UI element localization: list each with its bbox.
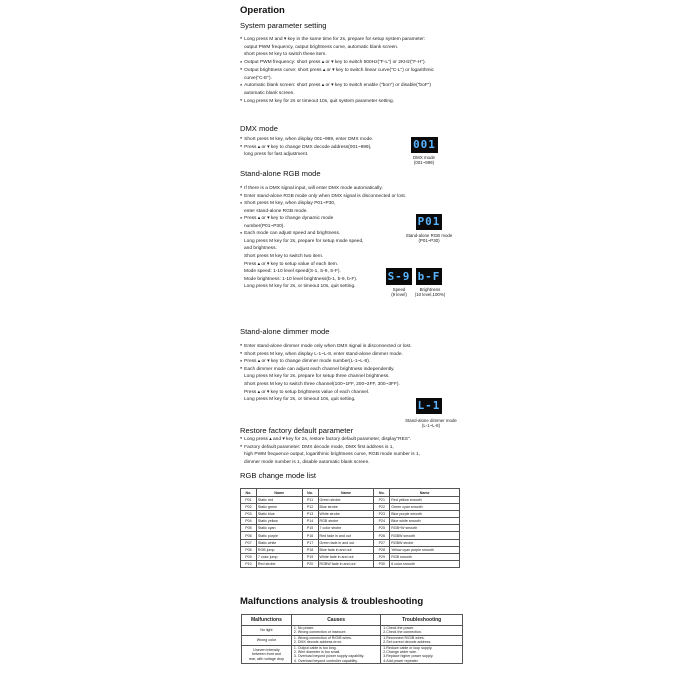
mode-name-cell: Blue strobe — [318, 504, 374, 511]
mode-number-cell: P30 — [374, 560, 390, 567]
caption-line: Stand-alone dimmer mode — [405, 418, 457, 423]
text-line: enter stand-alone RGB mode. — [244, 208, 308, 214]
caption-line: (9 level) — [391, 292, 407, 298]
text-line: ● Output PWM frequency: short press ▴ or ▾ key to switch 500Hz("F-L") or 2KHz("F-H"). — [240, 60, 426, 65]
caption-line: (P01~P30) — [418, 238, 440, 244]
mode-name-cell: Static yellow — [256, 518, 302, 525]
cell-line: 2.Check the connection. — [383, 630, 422, 635]
mode-name-cell: RGBW strobe — [390, 539, 460, 546]
table-row — [242, 645, 463, 664]
mode-name-cell: Red yellow smooth — [390, 497, 460, 504]
system-parameter-heading: System parameter setting — [240, 21, 327, 30]
mode-number-cell: P05 — [241, 525, 257, 532]
mode-name-cell: Red strobe — [256, 560, 302, 567]
table-row — [241, 511, 460, 518]
mode-name-cell: White fade in and out — [318, 553, 374, 560]
mode-name-cell: 7 color strobe — [318, 525, 374, 532]
mode-number-cell: P01 — [241, 497, 257, 504]
column-header: Name — [390, 489, 460, 497]
text-line: Long press M key for 2s, prepare for setup mode speed, — [244, 238, 364, 244]
mode-name-cell: RGB jump — [256, 546, 302, 553]
mode-name-cell: RGB strobe — [318, 518, 374, 525]
column-header: Malfunctions — [242, 615, 292, 626]
malfunction-cell — [242, 635, 292, 645]
text-line: dimmer mode number is 1, disable automatic blank screen. — [244, 459, 370, 465]
troubleshooting-heading: Malfunctions analysis & troubleshooting — [240, 596, 424, 607]
text-line: short press M key to switch these item. — [244, 52, 327, 58]
table-row — [241, 532, 460, 539]
cell-line: 3.Replace higher power supply. — [383, 654, 434, 659]
table-row — [241, 539, 460, 546]
table-row — [241, 504, 460, 511]
column-header: Troubleshooting — [381, 615, 463, 626]
mode-name-cell: Green strobe — [318, 497, 374, 504]
mode-list-table — [240, 488, 460, 568]
text-line: ● Long press M and ▾ key in the same time for 2s, prepare for setup system parameter: — [240, 37, 425, 42]
column-header: Name — [318, 489, 374, 497]
mode-number-cell: P21 — [374, 497, 390, 504]
rgb-mode-caption — [396, 233, 462, 243]
text-line: ● Short press M key, when display L-1~L-8, enter stand-alone dimmer mode. — [240, 352, 403, 357]
causes-cell — [291, 645, 380, 664]
mode-number-cell: P24 — [374, 518, 390, 525]
mode-number-cell: P16 — [302, 532, 318, 539]
mode-number-cell: P15 — [302, 525, 318, 532]
mode-list-heading: RGB change mode list — [240, 471, 316, 480]
mode-name-cell: Static purple — [256, 532, 302, 539]
text-line: ● Automatic blank screen: short press ▴ or ▾ key to switch enable ("bon") or disable("boF") — [240, 83, 431, 88]
mode-name-cell: Blue fade in and out — [318, 546, 374, 553]
troubleshooting-table — [241, 614, 463, 664]
mode-number-cell: P07 — [241, 539, 257, 546]
table-row — [242, 626, 463, 636]
mode-name-cell: Blue white smooth — [390, 518, 460, 525]
text-line: Long press M key for 2s, or timeout 10s, quit setting. — [244, 284, 356, 290]
text-line: long press for fast adjustment. — [244, 152, 309, 158]
mode-name-cell: Green fade in and out — [318, 539, 374, 546]
text-line: high PWM frequence output, logarithmic brightness curve, RGB mode number is 1, — [244, 452, 420, 458]
mode-number-cell: P18 — [302, 546, 318, 553]
mode-number-cell: P28 — [374, 546, 390, 553]
text-line: number(P01~P30). — [244, 223, 285, 229]
text-line: ● Short press M key, when display 001~999, enter DMX mode. — [240, 137, 373, 142]
column-header: No. — [374, 489, 390, 497]
text-line: Press ▴ or ▾ key to setup value of each item. — [244, 261, 339, 267]
mode-name-cell: Static blue — [256, 511, 302, 518]
table-row — [241, 560, 460, 567]
mode-number-cell: P19 — [302, 553, 318, 560]
cell-line: 2. DMX decode address error. — [293, 640, 342, 645]
mode-name-cell: Blue purple smooth — [390, 511, 460, 518]
mode-number-cell: P06 — [241, 532, 257, 539]
cell-line: rear, with voltage drop — [248, 656, 285, 661]
speed-display: S-9 — [387, 270, 411, 283]
mode-number-cell: P11 — [302, 497, 318, 504]
mode-name-cell: Green cyan smooth — [390, 504, 460, 511]
text-line: output PWM frequency, output brightness curve, automatic blank screen. — [244, 44, 399, 50]
dmx-display: 001 — [411, 137, 438, 153]
dimmer-mode-heading: Stand-alone dimmer mode — [240, 327, 330, 336]
mode-name-cell: 6 color smooth — [390, 560, 460, 567]
cell-line: 1. No power. — [293, 626, 315, 630]
dimmer-display: L-1 — [417, 399, 441, 412]
mode-name-cell: White strobe — [318, 511, 374, 518]
mode-name-cell: RGB smooth — [390, 553, 460, 560]
caption-line: (L-1~L-8) — [421, 423, 441, 429]
caption-line: Speed — [392, 287, 406, 292]
caption-line: DMX mode — [413, 155, 435, 160]
text-line: ● Each dimmer mode can adjust each channel brightness independently. — [240, 367, 394, 372]
mode-number-cell: P14 — [302, 518, 318, 525]
table-row — [241, 553, 460, 560]
column-header: No. — [302, 489, 318, 497]
cell-line: 2.Set correct decode address. — [383, 640, 432, 645]
mode-name-cell: Red fade in and out — [318, 532, 374, 539]
cell-line: 1.Reduce cable or loop supply. — [383, 645, 433, 650]
malfunction-cell — [242, 645, 292, 664]
text-line: ● If there is a DMX signal input, will enter DMX mode automatically. — [240, 186, 383, 191]
table-row — [241, 525, 460, 532]
cell-line: 1. Output cable is too long. — [293, 645, 337, 650]
text-line: ● Long press M key for 2s or timeout 10s, quit system parameter setting. — [240, 99, 394, 104]
mode-number-cell: P23 — [374, 511, 390, 518]
caption-line: Brightness — [419, 287, 441, 292]
mode-name-cell: RGBW smooth — [390, 532, 460, 539]
fixes-cell — [381, 626, 463, 636]
text-line: ● Press ▴ or ▾ key to change dynamic mode — [240, 216, 333, 221]
caption-line: (10 level,100%) — [414, 292, 446, 298]
malfunction-cell — [242, 626, 292, 636]
rgb-mode-display: P01 — [417, 215, 441, 228]
table-row — [241, 546, 460, 553]
rgb-mode-heading: Stand-alone RGB mode — [240, 169, 321, 178]
cell-line: 1.Reconnect R/G/B wires. — [383, 635, 425, 640]
column-header: Name — [256, 489, 302, 497]
cell-line: 1.Check the power. — [383, 626, 415, 630]
text-line: ● Factory default parameter: DMX decode mode, DMX first address is 1, — [240, 445, 394, 450]
column-header: Causes — [291, 615, 380, 626]
table-row — [241, 497, 460, 504]
restore-heading: Restore factory default parameter — [240, 426, 354, 435]
mode-name-cell: 7 color jump — [256, 553, 302, 560]
mode-name-cell: RGBW fade in and out — [318, 560, 374, 567]
mode-number-cell: P22 — [374, 504, 390, 511]
text-line: ● Long press ▴ and ▾ key for 2s, restore factory default parameter, display"RES". — [240, 437, 411, 442]
mode-name-cell: Static green — [256, 504, 302, 511]
mode-number-cell: P20 — [302, 560, 318, 567]
text-line: ● Enter stand-alone RGB mode only when DMX signal is disconnected or lost. — [240, 194, 406, 199]
cell-line: 2. Wire diameter is too small. — [293, 650, 341, 655]
text-line: ● Press ▴ or ▾ key to change dimmer mode number(L-1~L-8). — [240, 359, 370, 364]
column-header: No. — [241, 489, 257, 497]
mode-number-cell: P27 — [374, 539, 390, 546]
brightness-caption — [410, 287, 450, 297]
cell-line: Uneven intensity — [253, 647, 280, 652]
dimmer-caption — [398, 418, 464, 428]
mode-number-cell: P10 — [241, 560, 257, 567]
text-line: Long press M key for 2s, or timeout 10s, quit setting. — [244, 397, 356, 403]
mode-number-cell: P25 — [374, 525, 390, 532]
text-line: curve("C-E"). — [244, 75, 272, 81]
mode-number-cell: P13 — [302, 511, 318, 518]
text-line: and brightness. — [244, 246, 277, 252]
table-row — [241, 518, 460, 525]
text-line: automatic blank screen. — [244, 90, 295, 96]
mode-number-cell: P04 — [241, 518, 257, 525]
text-line: ● Short press M key, when display P01~P30, — [240, 201, 335, 206]
mode-name-cell: Static white — [256, 539, 302, 546]
operation-heading: Operation — [240, 5, 285, 16]
cell-line: 4. Overload beyond controller capability. — [293, 658, 358, 663]
text-line: Short press M key to switch three channel(100~1FF, 200~2FF, 300~3FF). — [244, 382, 400, 387]
text-line: ● Press ▴ or ▾ key to change DMX decode address(001~999), — [240, 145, 372, 150]
mode-number-cell: P17 — [302, 539, 318, 546]
text-line: ● Enter stand-alone dimmer mode only when DMX signal is disconnected or lost. — [240, 344, 412, 349]
cell-line: 1. Wrong connection of R/G/B wires. — [293, 635, 352, 640]
mode-name-cell: Static cyan — [256, 525, 302, 532]
mode-number-cell: P08 — [241, 546, 257, 553]
text-line: ● Each mode can adjust speed and brightness. — [240, 231, 340, 236]
mode-number-cell: P02 — [241, 504, 257, 511]
cell-line: 4.Add power repeater. — [383, 658, 419, 663]
mode-number-cell: P29 — [374, 553, 390, 560]
mode-name-cell: Yellow cyan purple smooth — [390, 546, 460, 553]
text-line: Press ▴ or ▾ key to setup brightness value of each channel. — [244, 389, 370, 395]
mode-number-cell: P26 — [374, 532, 390, 539]
caption-line: (001~999) — [413, 160, 435, 166]
text-line: Mode speed: 1-10 level speed(S-1, S-9, S-F). — [244, 269, 341, 275]
table-row — [242, 635, 463, 645]
dmx-display-caption — [398, 155, 450, 165]
cell-line: 3. Overload beyond power supply capability. — [293, 654, 365, 659]
cell-line: 2.Change wider wire. — [383, 650, 418, 655]
causes-cell — [291, 626, 380, 636]
cell-line: between front and — [252, 652, 281, 657]
text-line: Mode brightness: 1-10 level brightness(b-1, b-9, b-F). — [244, 276, 358, 282]
mode-name-cell: RGB+W smooth — [390, 525, 460, 532]
text-line: Short press M key to switch two item. — [244, 253, 324, 259]
mode-number-cell: P09 — [241, 553, 257, 560]
dmx-mode-heading: DMX mode — [240, 124, 278, 133]
mode-number-cell: P03 — [241, 511, 257, 518]
text-line: Long press M key for 2s, prepare for setup three channel brightness. — [244, 374, 390, 380]
mode-number-cell: P12 — [302, 504, 318, 511]
cell-line: 2. Wrong connection or insecure. — [293, 630, 347, 635]
caption-line: Stand-alone RGB mode — [405, 233, 453, 238]
cell-line: No light — [260, 628, 273, 633]
fixes-cell — [381, 635, 463, 645]
text-line: ● Output brightness curve: short press ▴ or ▾ key to switch linear curve("C-L") or logarithmic — [240, 68, 434, 73]
cell-line: Wrong color — [256, 638, 277, 643]
brightness-display: b-F — [417, 270, 441, 283]
fixes-cell — [381, 645, 463, 664]
mode-name-cell: Static red — [256, 497, 302, 504]
causes-cell — [291, 635, 380, 645]
